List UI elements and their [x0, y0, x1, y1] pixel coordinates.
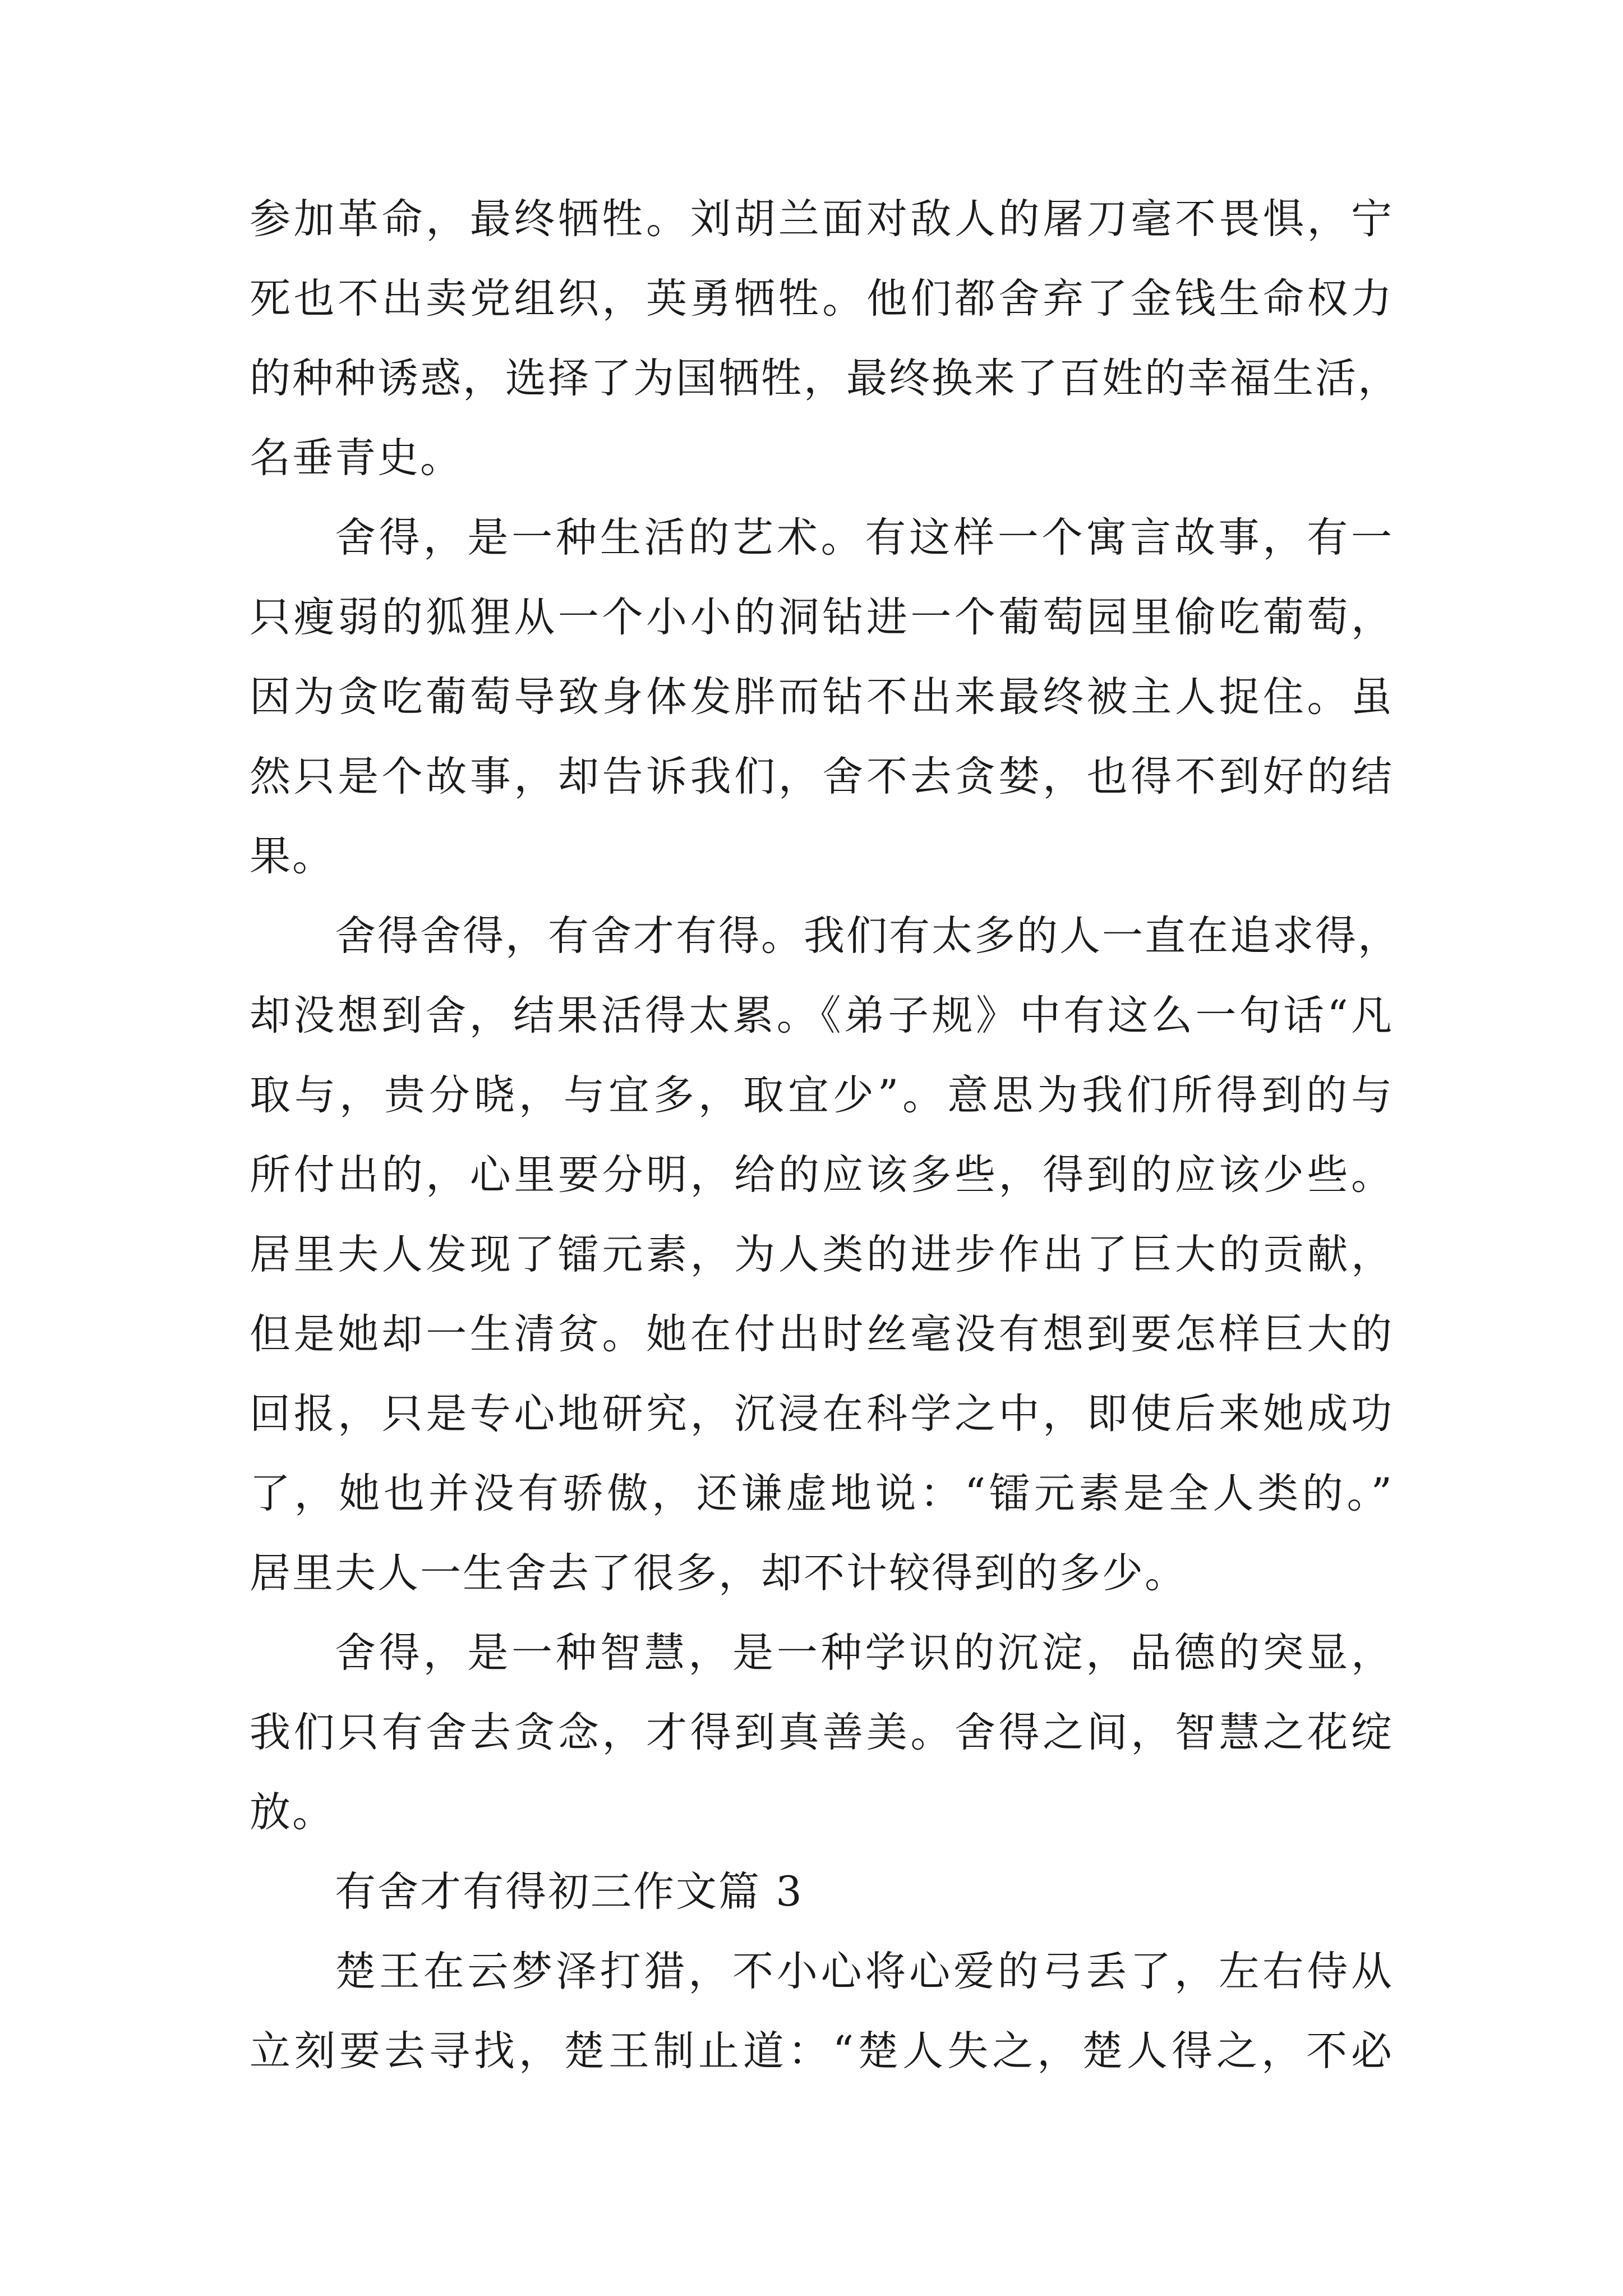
- section-heading: 有舍才有得初三作文篇 3: [335, 1868, 804, 1916]
- essay-body: [250, 180, 1400, 2091]
- text-line: 因为贪吃葡萄导致身体发胖而钻不出来最终被主人捉住。虽: [250, 673, 1394, 721]
- paragraph-first-line: 舍得，是一种生活的艺术。有这样一个寓言故事，有一: [335, 514, 1394, 562]
- text-line: 我们只有舍去贪念，才得到真善美。舍得之间，智慧之花绽: [250, 1709, 1394, 1756]
- text-line: 回报，只是专心地研究，沉浸在科学之中，即使后来她成功: [250, 1390, 1394, 1438]
- text-line: 的种种诱惑，选择了为国牺牲，最终换来了百姓的幸福生活，: [250, 355, 1400, 402]
- text-line: 放。: [250, 1788, 335, 1836]
- text-line: 然只是个故事，却告诉我们，舍不去贪婪，也得不到好的结: [250, 753, 1394, 800]
- text-line: 却没想到舍，结果活得太累。《弟子规》中有这么一句话“凡: [250, 992, 1394, 1039]
- paragraph-first-line: 舍得，是一种智慧，是一种学识的沉淀，品德的突显，: [335, 1629, 1394, 1677]
- paragraph-first-line: 楚王在云梦泽打猎，不小心将心爱的弓丢了，左右侍从: [335, 1948, 1394, 1995]
- text-line: 名垂青史。: [250, 434, 463, 482]
- paragraph-first-line: 舍得舍得，有舍才有得。我们有太多的人一直在追求得，: [335, 912, 1400, 960]
- text-line: 果。: [250, 832, 335, 880]
- text-line: 居里夫人发现了镭元素，为人类的进步作出了巨大的贡献，: [250, 1231, 1394, 1278]
- text-line: 居里夫人一生舍去了很多，却不计较得到的多少。: [250, 1549, 1187, 1597]
- text-line: 了，她也并没有骄傲，还谦虚地说：“镭元素是全人类的。”: [250, 1470, 1394, 1517]
- text-line: 所付出的，心里要分明，给的应该多些，得到的应该少些。: [250, 1151, 1394, 1199]
- text-line: 只瘦弱的狐狸从一个小小的洞钻进一个葡萄园里偷吃葡萄，: [250, 593, 1394, 641]
- text-line: 立刻要去寻找，楚王制止道：“楚人失之，楚人得之，不必: [250, 2027, 1394, 2075]
- text-line: 取与，贵分晓，与宜多，取宜少”。意思为我们所得到的与: [250, 1071, 1394, 1119]
- text-line: 但是她却一生清贫。她在付出时丝毫没有想到要怎样巨大的: [250, 1310, 1394, 1358]
- text-line: 参加革命，最终牺牲。刘胡兰面对敌人的屠刀毫不畏惧，宁: [250, 195, 1394, 243]
- text-line: 死也不出卖党组织，英勇牺牲。他们都舍弃了金钱生命权力: [250, 275, 1394, 323]
